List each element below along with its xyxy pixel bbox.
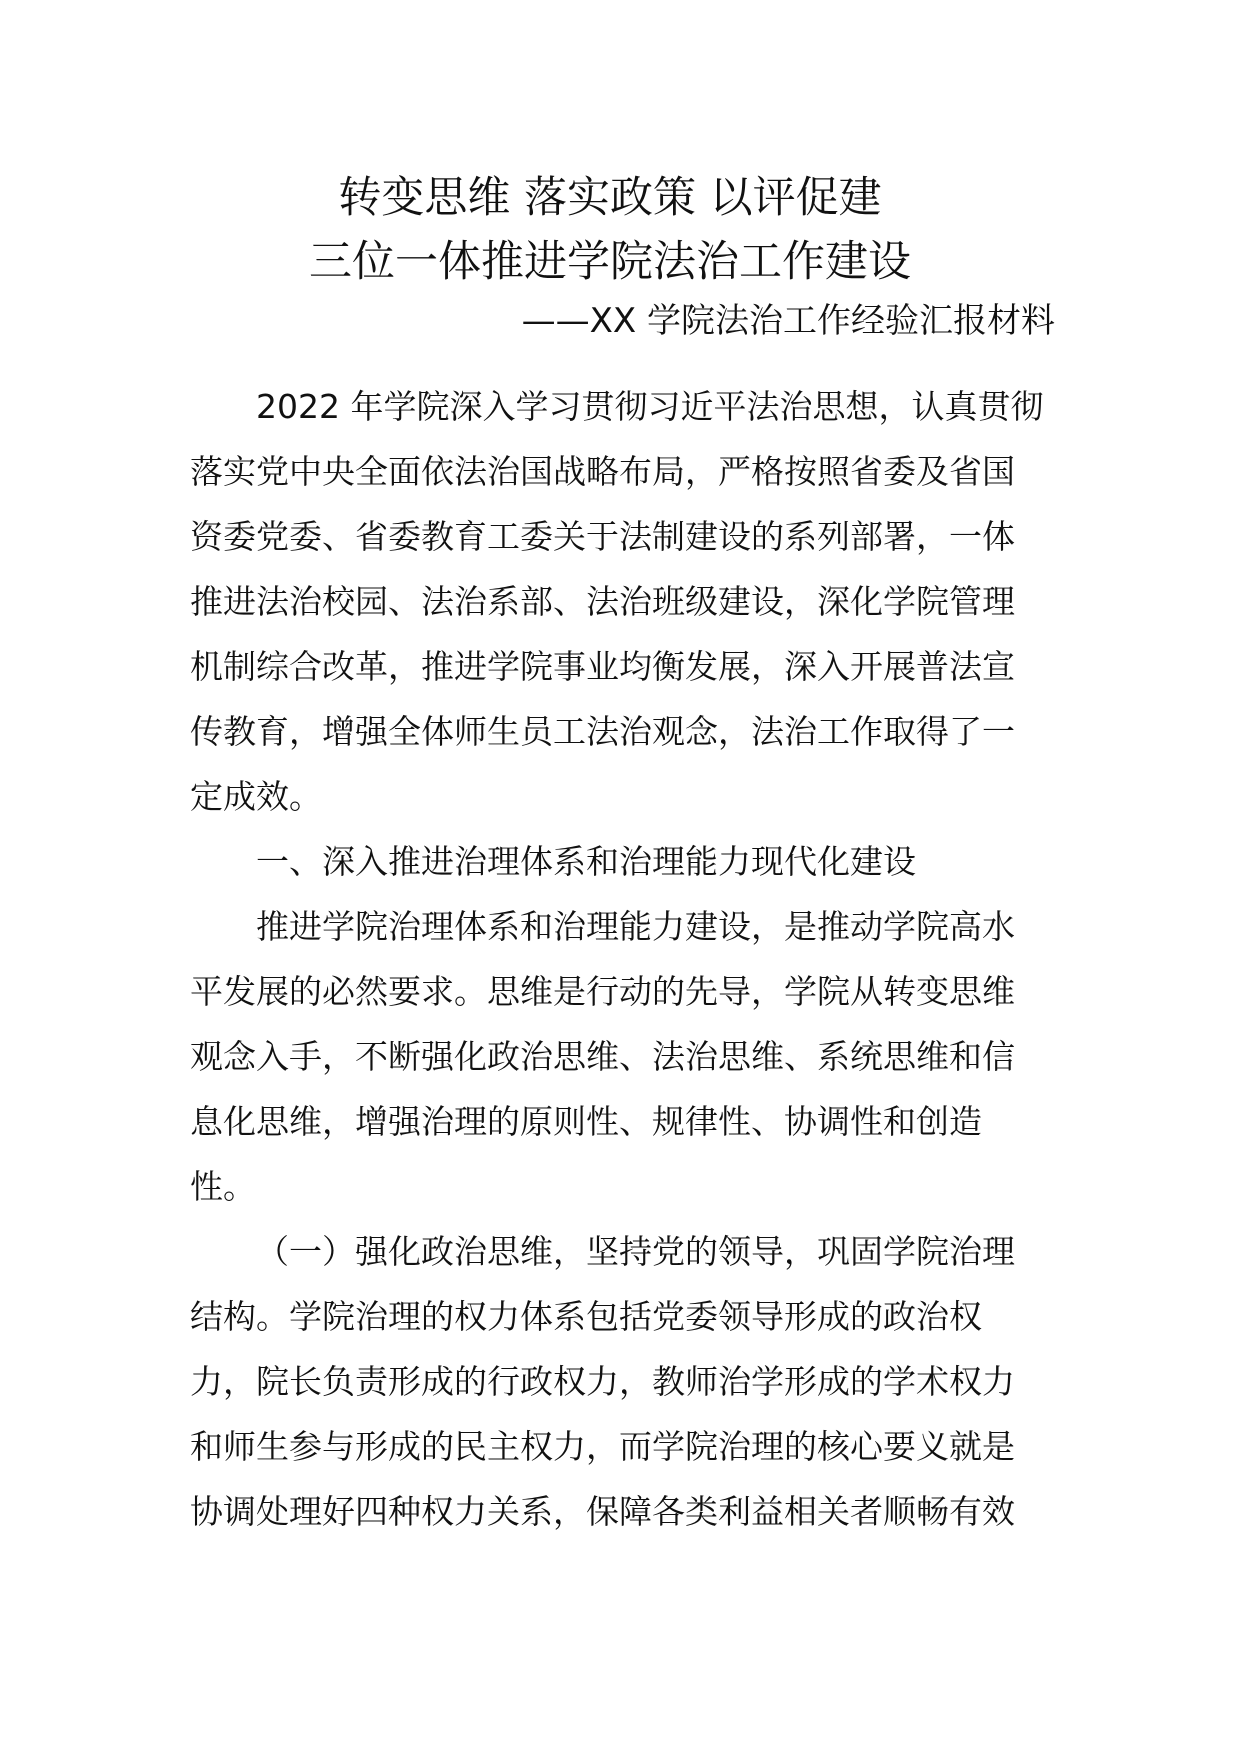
section-1-line: 观念入手，不断强化政治思维、法治思维、系统思维和信	[190, 1037, 1015, 1076]
intro-line: 资委党委、省委教育工委关于法制建设的系列部署，一体	[190, 517, 1015, 556]
intro-line: 推进法治校园、法治系部、法治班级建设，深化学院管理	[190, 582, 1015, 621]
document-title-line-2: 三位一体推进学院法治工作建设	[309, 237, 911, 287]
intro-paragraph	[190, 374, 1060, 829]
document-title-line-1: 转变思维 落实政策 以评促建	[338, 173, 882, 223]
section-heading-text: 一、深入推进治理体系和治理能力现代化建设	[256, 842, 916, 881]
intro-line: 传教育，增强全体师生员工法治观念，法治工作取得了一	[190, 712, 1015, 751]
section-1-line: 性。	[190, 1167, 256, 1206]
intro-line: 落实党中央全面依法治国战略布局，严格按照省委及省国	[190, 452, 1015, 491]
section-1-line: 平发展的必然要求。思维是行动的先导，学院从转变思维	[190, 972, 1015, 1011]
document-subtitle: ——XX 学院法治工作经验汇报材料	[521, 301, 1055, 341]
subsection-1-line: 力，院长负责形成的行政权力，教师治学形成的学术权力	[190, 1362, 1015, 1401]
subsection-1-line: 结构。学院治理的权力体系包括党委领导形成的政治权	[190, 1297, 982, 1336]
intro-line: 定成效。	[190, 777, 322, 816]
intro-line: 2022 年学院深入学习贯彻习近平法治思想，认真贯彻	[256, 387, 1044, 426]
section-1-heading	[190, 829, 1060, 894]
subsection-1-line: 和师生参与形成的民主权力，而学院治理的核心要义就是	[190, 1427, 1015, 1466]
section-1-line: 息化思维，增强治理的原则性、规律性、协调性和创造	[190, 1102, 982, 1141]
subsection-1-paragraph	[190, 1219, 1060, 1544]
subsection-1-line: 协调处理好四种权力关系，保障各类利益相关者顺畅有效	[190, 1492, 1015, 1531]
subsection-1-line: （一）强化政治思维，坚持党的领导，巩固学院治理	[256, 1232, 1015, 1271]
intro-line: 机制综合改革，推进学院事业均衡发展，深入开展普法宣	[190, 647, 1015, 686]
section-1-line: 推进学院治理体系和治理能力建设，是推动学院高水	[256, 907, 1015, 946]
section-1-paragraph	[190, 894, 1060, 1219]
